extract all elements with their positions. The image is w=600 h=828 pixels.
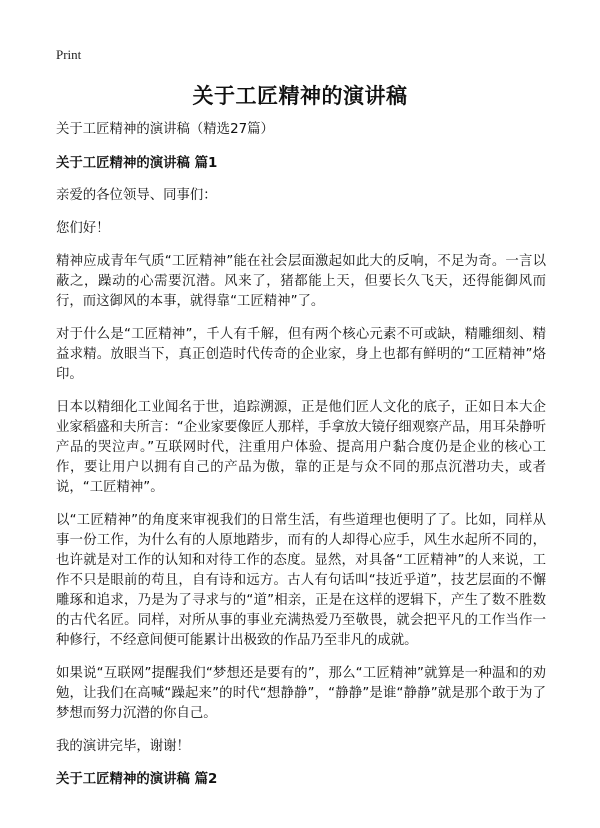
document-body xyxy=(56,120,546,802)
greeting: 您们好！ xyxy=(56,221,110,236)
body-paragraph: 以“工匠精神”的角度来审视我们的日常生活，有些道理也便明了了。比如，同样从事一份工作，为什么有的人原地踏步，而有的人却得心应手，风生水起所不同的，也许就是对工作的认知和对待工作的态度。显然，对具备“工匠精神”的人来说，工作不只是眼前的苟且，自有诗和远方。古人有句话叫“技近乎道”，技艺层面的不懈雕琢和追求，乃是为了寻求与的“道”相亲，正是在这样的逻辑下，产生了数不胜数的古代名匠。同样，对所从事的事业充满热爱乃至敬畏，就会把平凡的工作当作一种修行，不经意间便可能累计出极致的作品乃至非凡的成就。 xyxy=(56,513,546,648)
page-title: 关于工匠精神的演讲稿 xyxy=(192,84,408,108)
print-link[interactable]: Print xyxy=(56,47,82,62)
body-paragraph: 精神应成青年气质“工匠精神”能在社会层面激起如此大的反响，不足为奇。一言以蔽之，躁动的心需要沉潜。风来了，猪都能上天，但要长久飞天，还得能御风而行，而这御风的本事，就得靠“工匠精神”了。 xyxy=(56,254,546,309)
section-heading-1: 关于工匠精神的演讲稿 篇1 xyxy=(56,156,218,171)
body-paragraph: 对于什么是“工匠精神”，千人有千解，但有两个核心元素不可或缺，精雕细刻、精益求精。放眼当下，真正创造时代传奇的企业家，身上也都有鲜明的“工匠精神”烙印。 xyxy=(56,327,546,382)
body-paragraph: 日本以精细化工业闻名于世，追踪溯源，正是他们匠人文化的底子，正如日本大企业家稻盛和夫所言：“企业家要像匠人那样，手拿放大镜仔细观察产品，用耳朵静听产品的哭泣声。”互联网时代，注重用户体验、提高用户黏合度仍是企业的核心工作，要让用户以拥有自己的产品为傲，靠的正是与众不同的那点沉潜功夫，或者说，“工匠精神”。 xyxy=(56,400,546,495)
closing-line: 我的演讲完毕，谢谢！ xyxy=(56,739,190,754)
section-heading-2: 关于工匠精神的演讲稿 篇2 xyxy=(56,772,218,787)
body-paragraph: 如果说“互联网”提醒我们“梦想还是要有的”，那么“工匠精神”就算是一种温和的劝勉，让我们在高喊“躁起来”的时代“想静静”，“静静”是谁“静静”就是那个敢于为了梦想而努力沉潜的你自己。 xyxy=(56,666,546,721)
salutation: 亲爱的各位领导、同事们： xyxy=(56,188,217,203)
document-subtitle: 关于工匠精神的演讲稿（精选27篇） xyxy=(56,122,274,137)
